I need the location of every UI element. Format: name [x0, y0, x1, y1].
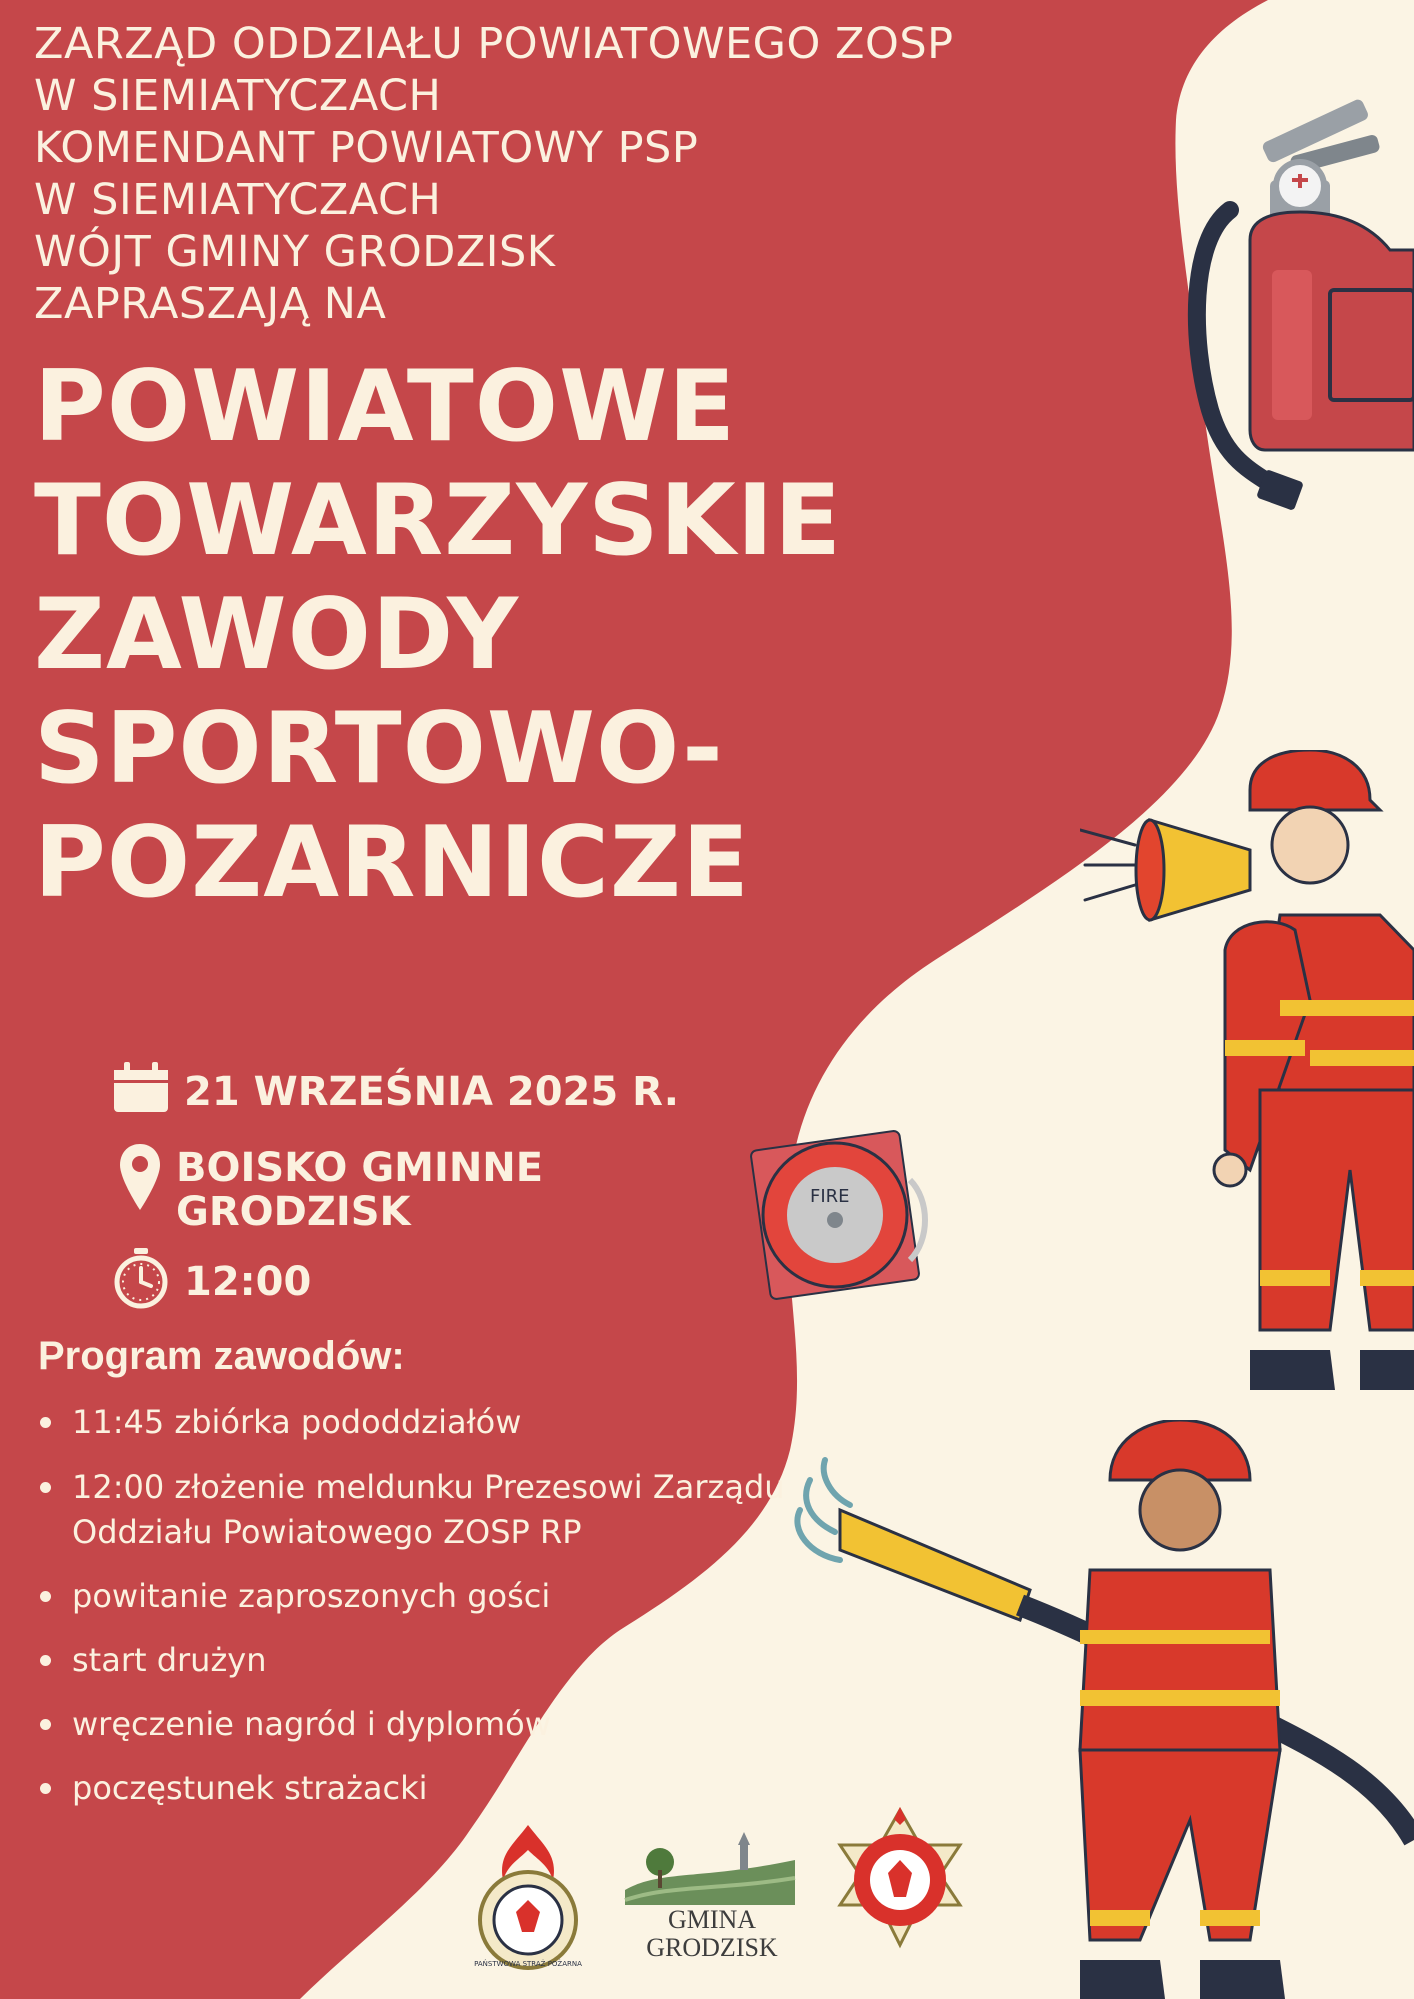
- event-time-row: [112, 1248, 311, 1319]
- list-item: start drużyn: [40, 1638, 832, 1683]
- gmina-grodzisk-logo-text: [612, 1906, 812, 1962]
- gmina-line1: GMINA: [667, 1905, 757, 1934]
- event-title: [34, 350, 842, 920]
- program-list: [40, 1400, 832, 1830]
- organizer-line: WÓJT GMINY GRODZISK: [34, 227, 556, 277]
- organizers-block: [34, 18, 954, 330]
- psp-logo: [468, 1820, 588, 1980]
- calendar-icon: [112, 1062, 170, 1123]
- location-pin-icon: [118, 1142, 162, 1221]
- event-date: 21 WRZEŚNIA 2025 R.: [184, 1069, 679, 1115]
- event-time: 12:00: [184, 1259, 312, 1305]
- organizer-line: KOMENDANT POWIATOWY PSP: [34, 123, 699, 173]
- alarm-label: FIRE: [810, 1186, 850, 1207]
- event-place-row: [118, 1142, 543, 1234]
- list-item-text: 12:00 złożenie meldunku Prezesowi Zarządu Oddziału Powiatowego ZOSP RP: [72, 1468, 785, 1551]
- gmina-grodzisk-emblem: [620, 1830, 800, 1910]
- gmina-line2: GRODZISK: [646, 1933, 778, 1962]
- event-place-line2: GRODZISK: [176, 1189, 411, 1235]
- organizer-line: W SIEMIATYCZACH: [34, 175, 442, 225]
- title-line: POZARNICZE: [34, 806, 750, 920]
- fire-extinguisher-illustration: [1170, 90, 1414, 530]
- fire-alarm-bell-illustration: [740, 1120, 960, 1320]
- event-date-row: [112, 1062, 679, 1123]
- title-line: ZAWODY: [34, 578, 520, 692]
- organizer-line: W SIEMIATYCZACH: [34, 71, 442, 121]
- organizer-line: ZARZĄD ODDZIAŁU POWIATOWEGO ZOSP: [34, 19, 954, 69]
- title-line: SPORTOWO-: [34, 692, 724, 806]
- list-item: poczęstunek strażacki: [40, 1766, 832, 1811]
- list-item: [40, 1465, 832, 1555]
- stopwatch-icon: [112, 1248, 170, 1319]
- title-line: TOWARZYSKIE: [34, 464, 843, 578]
- program-heading: Program zawodów:: [38, 1334, 405, 1378]
- title-line: POWIATOWE: [34, 350, 737, 464]
- event-place: [176, 1146, 543, 1234]
- zosp-logo: [820, 1805, 980, 1975]
- psp-ring-text: PAŃSTWOWA STRAŻ POŻARNA: [474, 1960, 582, 1968]
- list-item: powitanie zaproszonych gości: [40, 1574, 832, 1619]
- event-place-line1: BOISKO GMINNE: [176, 1145, 544, 1191]
- list-item: 11:45 zbiórka pododdziałów: [40, 1400, 832, 1445]
- list-item: wręczenie nagród i dyplomów: [40, 1702, 832, 1747]
- firefighter-megaphone-illustration: [1080, 750, 1414, 1410]
- organizer-line: ZAPRASZAJĄ NA: [34, 279, 387, 329]
